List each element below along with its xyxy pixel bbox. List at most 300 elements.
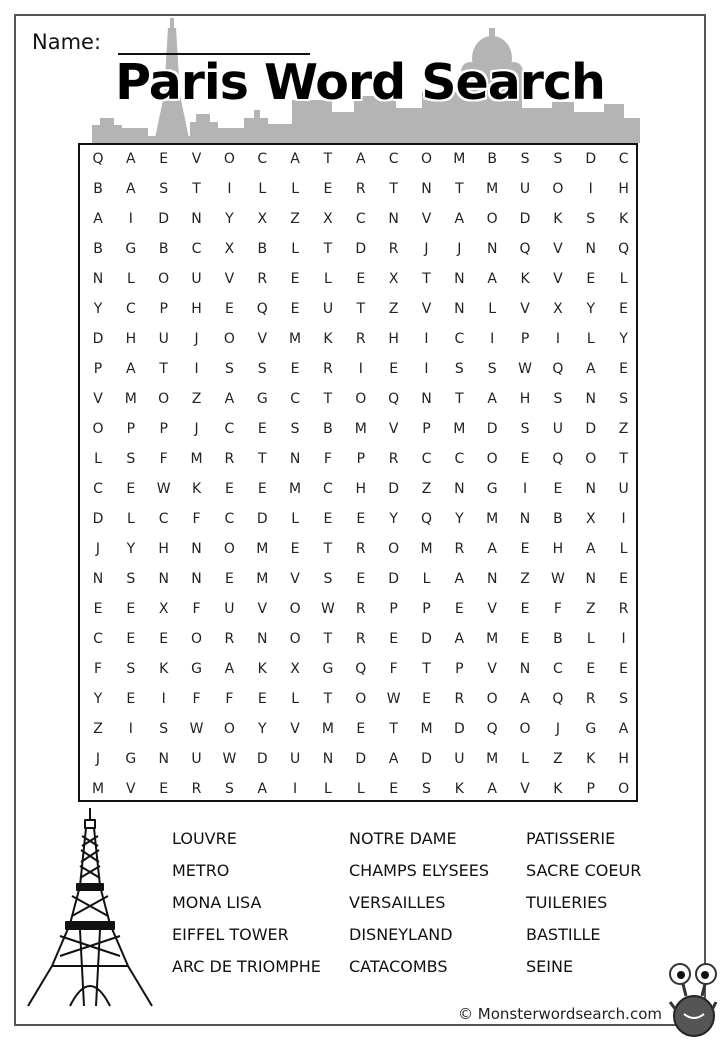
grid-letter[interactable]: S: [224, 781, 234, 797]
grid-letter[interactable]: T: [422, 661, 431, 677]
grid-letter[interactable]: E: [126, 631, 136, 647]
grid-letter[interactable]: V: [388, 421, 399, 437]
grid-letter[interactable]: L: [586, 331, 595, 347]
grid-letter[interactable]: Z: [290, 211, 300, 227]
grid-letter[interactable]: Z: [191, 391, 202, 407]
grid-letter[interactable]: U: [454, 751, 465, 767]
grid-letter[interactable]: Y: [126, 541, 136, 557]
grid-letter[interactable]: I: [588, 181, 593, 197]
grid-letter[interactable]: A: [454, 631, 465, 647]
grid-letter[interactable]: C: [158, 511, 169, 527]
grid-letter[interactable]: O: [552, 181, 564, 197]
grid-letter[interactable]: F: [323, 451, 332, 467]
grid-letter[interactable]: Q: [552, 451, 564, 467]
grid-letter[interactable]: V: [553, 271, 563, 287]
grid-letter[interactable]: C: [93, 481, 103, 497]
grid-letter[interactable]: J: [555, 721, 560, 737]
grid-letter[interactable]: D: [585, 151, 597, 167]
grid-letter[interactable]: D: [256, 751, 268, 767]
grid-letter[interactable]: A: [126, 181, 136, 197]
grid-letter[interactable]: D: [92, 511, 104, 527]
grid-letter[interactable]: O: [486, 691, 498, 707]
grid-letter[interactable]: M: [453, 151, 466, 167]
grid-letter[interactable]: N: [421, 391, 432, 407]
grid-letter[interactable]: W: [189, 721, 204, 737]
grid-letter[interactable]: O: [355, 691, 367, 707]
grid-letter[interactable]: E: [159, 781, 169, 797]
grid-letter[interactable]: S: [422, 781, 431, 797]
grid-letter[interactable]: R: [618, 601, 629, 617]
grid-letter[interactable]: E: [422, 691, 431, 707]
grid-letter[interactable]: K: [586, 751, 596, 767]
grid-letter[interactable]: Q: [256, 301, 268, 317]
grid-letter[interactable]: A: [487, 271, 497, 287]
grid-letter[interactable]: D: [256, 511, 268, 527]
grid-letter[interactable]: S: [520, 151, 530, 167]
grid-letter[interactable]: T: [159, 361, 168, 377]
grid-letter[interactable]: A: [126, 151, 136, 167]
grid-letter[interactable]: E: [159, 151, 169, 167]
grid-letter[interactable]: K: [323, 331, 333, 347]
grid-letter[interactable]: M: [486, 511, 499, 527]
grid-letter[interactable]: X: [257, 211, 268, 227]
grid-letter[interactable]: Q: [420, 511, 433, 527]
grid-letter[interactable]: N: [585, 571, 596, 587]
grid-letter[interactable]: C: [553, 661, 563, 677]
grid-letter[interactable]: E: [224, 301, 234, 317]
grid-letter[interactable]: N: [421, 181, 432, 197]
grid-letter[interactable]: D: [486, 421, 498, 437]
grid-letter[interactable]: F: [389, 661, 398, 677]
grid-letter[interactable]: Q: [92, 151, 104, 167]
grid-letter[interactable]: O: [420, 151, 433, 167]
grid-letter[interactable]: T: [192, 181, 201, 197]
grid-letter[interactable]: C: [257, 151, 268, 167]
grid-letter[interactable]: N: [519, 511, 531, 527]
grid-letter[interactable]: Z: [618, 421, 629, 437]
grid-letter[interactable]: M: [91, 781, 105, 797]
grid-letter[interactable]: G: [191, 661, 202, 677]
grid-letter[interactable]: L: [291, 181, 299, 197]
grid-letter[interactable]: I: [293, 781, 298, 797]
grid-letter[interactable]: B: [553, 511, 563, 527]
grid-letter[interactable]: M: [256, 571, 269, 587]
grid-letter[interactable]: E: [619, 301, 629, 317]
grid-letter[interactable]: L: [619, 271, 628, 287]
grid-letter[interactable]: U: [519, 181, 531, 197]
grid-letter[interactable]: Q: [519, 241, 531, 257]
grid-letter[interactable]: R: [388, 241, 399, 257]
grid-letter[interactable]: T: [323, 631, 333, 647]
grid-letter[interactable]: B: [93, 181, 103, 197]
grid-letter[interactable]: N: [191, 571, 202, 587]
grid-letter[interactable]: P: [126, 421, 136, 437]
grid-letter[interactable]: X: [323, 211, 333, 227]
grid-letter[interactable]: O: [289, 601, 301, 617]
grid-letter[interactable]: G: [486, 481, 498, 497]
grid-letter[interactable]: O: [486, 211, 498, 227]
grid-letter[interactable]: M: [486, 631, 499, 647]
grid-letter[interactable]: A: [224, 661, 235, 677]
grid-letter[interactable]: V: [487, 601, 497, 617]
grid-letter[interactable]: M: [289, 481, 302, 497]
grid-letter[interactable]: G: [322, 661, 334, 677]
grid-letter[interactable]: C: [191, 241, 202, 257]
grid-letter[interactable]: D: [585, 421, 597, 437]
grid-letter[interactable]: G: [256, 391, 268, 407]
grid-letter[interactable]: M: [289, 331, 302, 347]
grid-letter[interactable]: N: [585, 391, 596, 407]
grid-letter[interactable]: O: [289, 631, 301, 647]
grid-letter[interactable]: E: [290, 301, 300, 317]
grid-letter[interactable]: D: [453, 721, 465, 737]
grid-letter[interactable]: S: [224, 361, 234, 377]
grid-letter[interactable]: A: [454, 211, 465, 227]
grid-letter[interactable]: A: [454, 571, 465, 587]
grid-letter[interactable]: R: [454, 691, 465, 707]
grid-letter[interactable]: H: [552, 541, 564, 557]
grid-letter[interactable]: R: [355, 601, 366, 617]
grid-letter[interactable]: E: [126, 601, 136, 617]
grid-letter[interactable]: F: [553, 601, 562, 617]
grid-letter[interactable]: N: [257, 631, 268, 647]
grid-letter[interactable]: K: [159, 661, 169, 677]
grid-letter[interactable]: T: [422, 271, 431, 287]
grid-letter[interactable]: B: [323, 421, 333, 437]
grid-letter[interactable]: N: [454, 271, 465, 287]
grid-letter[interactable]: Y: [586, 301, 596, 317]
grid-letter[interactable]: T: [257, 451, 267, 467]
grid-letter[interactable]: Y: [257, 721, 267, 737]
grid-letter[interactable]: T: [455, 181, 464, 197]
grid-letter[interactable]: O: [158, 391, 170, 407]
grid-letter[interactable]: S: [553, 391, 563, 407]
grid-letter[interactable]: E: [389, 631, 399, 647]
grid-letter[interactable]: I: [424, 331, 429, 347]
grid-letter[interactable]: H: [158, 541, 169, 557]
grid-letter[interactable]: Q: [618, 241, 630, 257]
grid-letter[interactable]: M: [420, 541, 433, 557]
grid-letter[interactable]: S: [323, 571, 333, 587]
grid-letter[interactable]: A: [585, 541, 596, 557]
grid-letter[interactable]: F: [192, 601, 201, 617]
grid-letter[interactable]: T: [389, 181, 398, 197]
grid-letter[interactable]: E: [389, 361, 399, 377]
grid-letter[interactable]: K: [520, 271, 530, 287]
grid-letter[interactable]: Z: [421, 481, 432, 497]
grid-letter[interactable]: C: [125, 301, 136, 317]
grid-letter[interactable]: L: [291, 511, 299, 527]
grid-letter[interactable]: S: [619, 691, 629, 707]
grid-letter[interactable]: V: [257, 601, 268, 617]
grid-letter[interactable]: J: [194, 331, 199, 347]
grid-letter[interactable]: T: [323, 241, 333, 257]
grid-letter[interactable]: C: [388, 151, 399, 167]
grid-letter[interactable]: V: [224, 271, 235, 287]
grid-letter[interactable]: P: [586, 781, 595, 797]
grid-letter[interactable]: V: [520, 781, 530, 797]
grid-letter[interactable]: H: [618, 181, 629, 197]
grid-letter[interactable]: E: [93, 601, 103, 617]
grid-letter[interactable]: M: [256, 541, 269, 557]
grid-letter[interactable]: E: [356, 721, 366, 737]
grid-letter[interactable]: P: [356, 451, 366, 467]
grid-letter[interactable]: W: [321, 601, 335, 617]
grid-letter[interactable]: R: [224, 451, 235, 467]
grid-letter[interactable]: E: [619, 571, 629, 587]
grid-letter[interactable]: A: [487, 541, 497, 557]
grid-letter[interactable]: A: [487, 391, 497, 407]
grid-letter[interactable]: I: [128, 721, 133, 737]
grid-letter[interactable]: T: [323, 151, 333, 167]
grid-letter[interactable]: N: [585, 481, 596, 497]
grid-letter[interactable]: D: [355, 751, 367, 767]
grid-letter[interactable]: U: [322, 301, 334, 317]
grid-letter[interactable]: H: [618, 751, 629, 767]
grid-letter[interactable]: P: [520, 331, 530, 347]
grid-letter[interactable]: S: [126, 571, 136, 587]
grid-letter[interactable]: D: [158, 211, 170, 227]
grid-letter[interactable]: Y: [619, 331, 628, 347]
grid-letter[interactable]: L: [94, 451, 102, 467]
grid-letter[interactable]: Y: [93, 691, 103, 707]
grid-letter[interactable]: O: [618, 781, 630, 797]
grid-letter[interactable]: D: [92, 331, 104, 347]
grid-letter[interactable]: S: [553, 151, 563, 167]
grid-letter[interactable]: V: [126, 781, 136, 797]
grid-letter[interactable]: Q: [486, 721, 498, 737]
grid-letter[interactable]: S: [126, 451, 136, 467]
grid-letter[interactable]: S: [619, 391, 629, 407]
grid-letter[interactable]: E: [356, 511, 366, 527]
grid-letter[interactable]: N: [454, 481, 465, 497]
grid-letter[interactable]: O: [191, 631, 203, 647]
grid-letter[interactable]: Z: [520, 571, 530, 587]
grid-letter[interactable]: H: [125, 331, 137, 347]
grid-letter[interactable]: L: [521, 751, 529, 767]
grid-letter[interactable]: A: [290, 151, 300, 167]
grid-letter[interactable]: O: [223, 721, 235, 737]
grid-letter[interactable]: R: [355, 331, 366, 347]
grid-letter[interactable]: R: [355, 631, 366, 647]
grid-letter[interactable]: L: [586, 631, 595, 647]
grid-letter[interactable]: S: [257, 361, 267, 377]
grid-letter[interactable]: T: [619, 451, 628, 467]
grid-letter[interactable]: N: [158, 571, 169, 587]
grid-letter[interactable]: W: [222, 751, 237, 767]
grid-letter[interactable]: W: [518, 361, 532, 377]
grid-letter[interactable]: T: [389, 721, 398, 737]
grid-letter[interactable]: F: [159, 451, 168, 467]
grid-letter[interactable]: I: [161, 691, 166, 707]
grid-letter[interactable]: K: [619, 211, 629, 227]
grid-letter[interactable]: M: [486, 751, 499, 767]
grid-letter[interactable]: E: [520, 601, 530, 617]
grid-letter[interactable]: N: [486, 241, 498, 257]
grid-letter[interactable]: M: [124, 391, 137, 407]
grid-letter[interactable]: B: [553, 631, 563, 647]
grid-letter[interactable]: G: [585, 721, 597, 737]
grid-letter[interactable]: N: [585, 241, 596, 257]
grid-letter[interactable]: L: [324, 271, 332, 287]
grid-letter[interactable]: S: [290, 421, 300, 437]
grid-letter[interactable]: E: [323, 181, 333, 197]
grid-letter[interactable]: J: [194, 421, 199, 437]
grid-letter[interactable]: I: [358, 361, 363, 377]
grid-letter[interactable]: U: [618, 481, 629, 497]
grid-letter[interactable]: A: [224, 391, 235, 407]
grid-letter[interactable]: Q: [355, 661, 367, 677]
grid-letter[interactable]: V: [520, 301, 530, 317]
grid-letter[interactable]: I: [194, 361, 199, 377]
grid-letter[interactable]: E: [454, 601, 464, 617]
grid-letter[interactable]: N: [158, 751, 169, 767]
grid-letter[interactable]: F: [192, 511, 201, 527]
grid-letter[interactable]: F: [225, 691, 234, 707]
grid-letter[interactable]: E: [159, 631, 169, 647]
grid-letter[interactable]: B: [93, 241, 103, 257]
grid-letter[interactable]: O: [92, 421, 104, 437]
grid-letter[interactable]: Y: [225, 211, 234, 227]
grid-letter[interactable]: E: [290, 361, 300, 377]
grid-letter[interactable]: L: [488, 301, 497, 317]
grid-letter[interactable]: I: [555, 331, 560, 347]
grid-letter[interactable]: T: [455, 391, 464, 407]
grid-letter[interactable]: G: [125, 241, 137, 257]
grid-letter[interactable]: N: [454, 301, 465, 317]
grid-letter[interactable]: E: [356, 271, 366, 287]
grid-letter[interactable]: I: [128, 211, 133, 227]
grid-letter[interactable]: V: [93, 391, 103, 407]
grid-letter[interactable]: V: [191, 151, 202, 167]
grid-letter[interactable]: N: [92, 571, 104, 587]
grid-letter[interactable]: Y: [93, 301, 103, 317]
grid-letter[interactable]: X: [388, 271, 399, 287]
grid-letter[interactable]: G: [125, 751, 137, 767]
grid-letter[interactable]: P: [422, 421, 431, 437]
grid-letter[interactable]: E: [586, 271, 596, 287]
grid-letter[interactable]: D: [519, 211, 531, 227]
grid-letter[interactable]: O: [519, 721, 531, 737]
grid-letter[interactable]: E: [323, 511, 333, 527]
grid-letter[interactable]: K: [553, 211, 563, 227]
grid-letter[interactable]: A: [257, 781, 268, 797]
grid-letter[interactable]: O: [486, 451, 498, 467]
grid-letter[interactable]: Z: [388, 301, 399, 317]
grid-letter[interactable]: O: [223, 151, 235, 167]
grid-letter[interactable]: L: [291, 691, 299, 707]
grid-letter[interactable]: H: [519, 391, 531, 407]
grid-letter[interactable]: Z: [93, 721, 103, 737]
grid-letter[interactable]: M: [321, 721, 334, 737]
grid-letter[interactable]: C: [421, 451, 432, 467]
grid-letter[interactable]: I: [522, 481, 528, 497]
grid-letter[interactable]: J: [95, 541, 101, 557]
grid-letter[interactable]: K: [191, 481, 202, 497]
grid-letter[interactable]: A: [487, 781, 497, 797]
grid-letter[interactable]: K: [553, 781, 563, 797]
grid-letter[interactable]: B: [158, 241, 169, 257]
grid-letter[interactable]: C: [224, 421, 235, 437]
grid-letter[interactable]: R: [454, 541, 465, 557]
grid-letter[interactable]: I: [424, 361, 429, 377]
grid-letter[interactable]: E: [356, 571, 366, 587]
grid-letter[interactable]: V: [290, 721, 300, 737]
grid-letter[interactable]: L: [126, 511, 135, 527]
grid-letter[interactable]: U: [191, 751, 202, 767]
grid-letter[interactable]: N: [92, 271, 104, 287]
grid-letter[interactable]: A: [126, 361, 136, 377]
grid-letter[interactable]: Q: [388, 391, 400, 407]
grid-letter[interactable]: M: [486, 181, 499, 197]
grid-letter[interactable]: E: [290, 271, 300, 287]
grid-letter[interactable]: L: [619, 541, 628, 557]
grid-letter[interactable]: P: [422, 601, 431, 617]
grid-letter[interactable]: N: [191, 211, 202, 227]
grid-letter[interactable]: O: [223, 541, 235, 557]
grid-letter[interactable]: S: [454, 361, 464, 377]
grid-letter[interactable]: U: [289, 751, 301, 767]
grid-letter[interactable]: E: [520, 451, 530, 467]
grid-letter[interactable]: E: [619, 361, 629, 377]
grid-letter[interactable]: E: [126, 691, 136, 707]
grid-letter[interactable]: P: [455, 661, 464, 677]
grid-letter[interactable]: E: [257, 421, 267, 437]
grid-letter[interactable]: U: [158, 331, 169, 347]
grid-letter[interactable]: X: [224, 241, 235, 257]
grid-letter[interactable]: T: [323, 391, 333, 407]
grid-letter[interactable]: R: [388, 451, 399, 467]
grid-letter[interactable]: X: [585, 511, 596, 527]
grid-letter[interactable]: R: [191, 781, 202, 797]
grid-letter[interactable]: D: [388, 481, 400, 497]
grid-letter[interactable]: Z: [553, 751, 563, 767]
grid-letter[interactable]: N: [289, 451, 301, 467]
grid-letter[interactable]: D: [421, 631, 432, 647]
grid-letter[interactable]: S: [159, 181, 169, 197]
grid-letter[interactable]: W: [550, 571, 565, 587]
grid-letter[interactable]: A: [388, 751, 399, 767]
grid-letter[interactable]: S: [520, 421, 530, 437]
grid-letter[interactable]: R: [585, 691, 596, 707]
grid-letter[interactable]: X: [158, 601, 169, 617]
grid-letter[interactable]: U: [191, 271, 202, 287]
grid-letter[interactable]: N: [191, 541, 202, 557]
grid-letter[interactable]: R: [323, 361, 333, 377]
grid-letter[interactable]: K: [454, 781, 464, 797]
grid-letter[interactable]: E: [126, 481, 136, 497]
grid-letter[interactable]: O: [223, 331, 235, 347]
grid-letter[interactable]: T: [323, 691, 333, 707]
grid-letter[interactable]: I: [227, 181, 232, 197]
grid-letter[interactable]: C: [93, 631, 103, 647]
grid-letter[interactable]: L: [356, 781, 365, 797]
grid-letter[interactable]: N: [388, 211, 399, 227]
grid-letter[interactable]: H: [355, 481, 367, 497]
grid-letter[interactable]: B: [257, 241, 268, 257]
grid-letter[interactable]: U: [224, 601, 235, 617]
grid-letter[interactable]: E: [257, 691, 267, 707]
grid-letter[interactable]: O: [355, 391, 367, 407]
grid-letter[interactable]: V: [553, 241, 563, 257]
grid-letter[interactable]: J: [457, 241, 462, 257]
grid-letter[interactable]: M: [420, 721, 433, 737]
grid-letter[interactable]: P: [159, 421, 168, 437]
grid-letter[interactable]: X: [553, 301, 563, 317]
grid-letter[interactable]: V: [487, 661, 497, 677]
grid-letter[interactable]: M: [190, 451, 203, 467]
grid-letter[interactable]: C: [454, 451, 465, 467]
